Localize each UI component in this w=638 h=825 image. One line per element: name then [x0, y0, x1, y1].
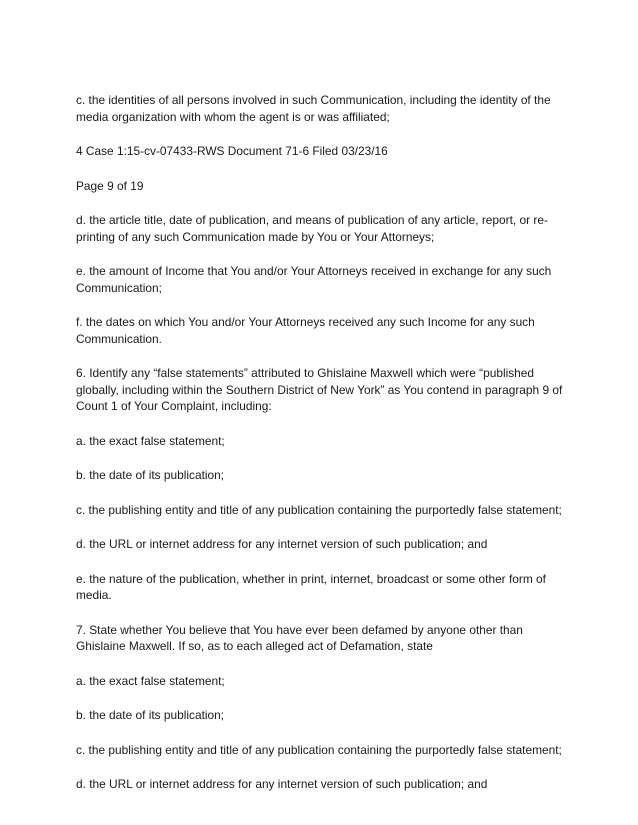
paragraph-d-article-title: d. the article title, date of publication, and means of publication of any article, report, or re-printing of any such Communication made by You or Your Attorneys; [76, 213, 548, 244]
paragraph-6d-url: d. the URL or internet address for any internet version of such publication; and [76, 537, 488, 551]
paragraph-7c-publishing-entity: c. the publishing entity and title of any publication containing the purportedly false statement; [76, 742, 562, 757]
paragraph-6b-publication-date: b. the date of its publication; [76, 468, 225, 482]
paragraph-e-income-amount: e. the amount of Income that You and/or Your Attorneys received in exchange for any such Communication; [76, 264, 552, 295]
document-page [76, 92, 566, 811]
case-header: 4 Case 1:15-cv-07433-RWS Document 71-6 Filed 03/23/16 [76, 144, 388, 158]
paragraph-6e-publication-nature: e. the nature of the publication, whether in print, internet, broadcast or some other form of media. [76, 571, 546, 602]
paragraph-7a-exact-statement: a. the exact false statement; [76, 673, 225, 688]
paragraph-7-defamation: 7. State whether You believe that You have ever been defamed by anyone other than Ghislaine Maxwell. If so, as to each alleged act of Defamation, state [76, 622, 523, 653]
paragraph-7b-publication-date: b. the date of its publication; [76, 708, 225, 722]
paragraph-f-income-dates: f. the dates on which You and/or Your Attorneys received any such Income for any such Communication. [76, 315, 535, 346]
paragraph-c-identities: c. the identities of all persons involved in such Communication, including the identity of the media organization with whom the agent is or was affiliated; [76, 93, 551, 124]
page-number: Page 9 of 19 [76, 178, 144, 193]
paragraph-7d-url: d. the URL or internet address for any internet version of such publication; and [76, 777, 488, 791]
paragraph-6-false-statements: 6. Identify any “false statements” attributed to Ghislaine Maxwell which were “published globally, including within the Southern District of New York” as You contend in paragraph 9 of Count 1 of Your Complaint, including: [76, 366, 563, 413]
paragraph-6c-publishing-entity: c. the publishing entity and title of any publication containing the purportedly false statement; [76, 502, 562, 517]
paragraph-6a-exact-statement: a. the exact false statement; [76, 433, 225, 448]
